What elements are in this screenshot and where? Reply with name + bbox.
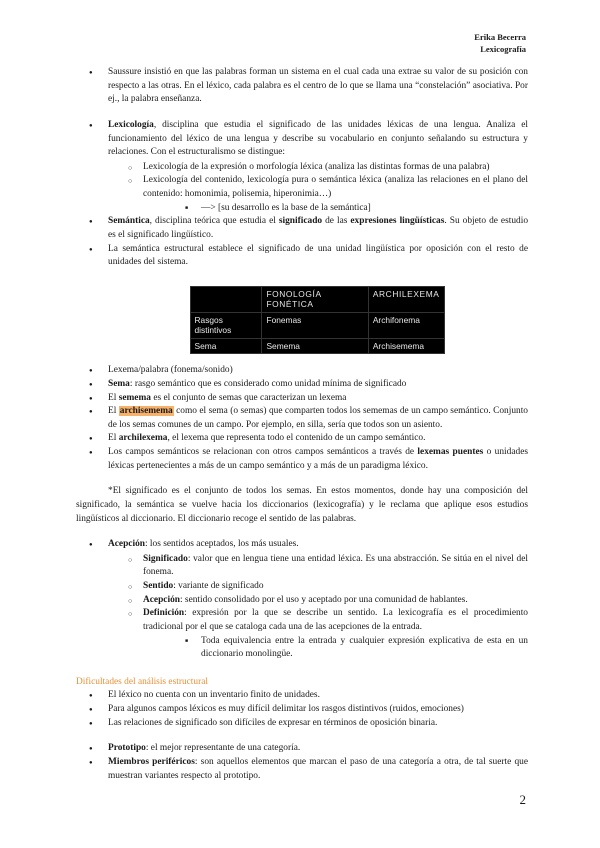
- highlighted-term: archisemema: [119, 406, 173, 417]
- author-name: Erika Becerra: [474, 32, 526, 42]
- list-item-perifericos: ● Miembros periféricos: son aquellos elementos que marcan el paso de una categoría a otra, de tal suerte que muestran variantes respecto al prototipo.: [76, 756, 528, 783]
- list-item-sema: ● Sema: rasgo semántico que es considerado como unidad mínima de significado: [76, 378, 528, 392]
- bullet-list-lexema: [76, 364, 528, 473]
- table-row: [190, 312, 444, 338]
- list-item: ● Para algunos campos léxicos es muy difícil delimitar los rasgos distintivos (ruidos, emociones): [76, 703, 528, 717]
- list-item-semantica: ● Semántica, disciplina teórica que estudia el significado de las expresiones lingüísticas. Su objeto de estudio es el significado lingüístico.: [76, 215, 528, 242]
- term-lexicologia: Lexicología: [108, 119, 154, 130]
- table-header-cell: ARCHILEXEMA: [368, 286, 444, 312]
- term-semantica: Semántica: [108, 216, 150, 227]
- bullet-list-definitions: [76, 119, 528, 270]
- sublist-item: ○ Sentido: variante de significado: [108, 580, 528, 594]
- list-item-archisemema: ● El archisemema como el sema (o semas) que comparten todos los sememas de un campo semántico. Conjunto de los semas comunes de un campo. Por ejemplo, en silla, sería que todos son un asiento.: [76, 405, 528, 432]
- sublist-lexicologia: [108, 161, 528, 216]
- table-cell: Archisemema: [368, 338, 444, 354]
- sublist-item: ○ Acepción: sentido consolidado por el uso y aceptado por una comunidad de hablantes.: [108, 594, 528, 608]
- sublist-item-expresion: ○ Lexicología de la expresión o morfología léxica (analiza las distintas formas de una palabra): [108, 161, 528, 175]
- list-item-lexema: ● Lexema/palabra (fonema/sonido): [76, 364, 528, 378]
- table-cell: Semema: [262, 338, 368, 354]
- table-header-cell: [190, 286, 262, 312]
- bullet-list-acepcion: [76, 538, 528, 662]
- table-cell: Rasgos distintivos: [190, 312, 262, 338]
- sublist-acepcion: [108, 553, 528, 662]
- table-cell: Sema: [190, 338, 262, 354]
- list-item: ● El léxico no cuenta con un inventario finito de unidades.: [76, 689, 528, 703]
- page-number: 2: [519, 792, 526, 808]
- list-item-prototipo: ● Prototipo: el mejor representante de una categoría.: [76, 742, 528, 756]
- page-content: [76, 66, 528, 783]
- bullet-list-prototipo: [76, 742, 528, 783]
- sublist-item: ○ Definición: expresión por la que se describe un sentido. La lexicografía es el procedimiento tradicional por el que se cataloga cada una de las acepciones de la entrada. ■ Toda equivalencia entre la entrada y cualquier expresión explicativa de esta en un diccionario monolingüe.: [108, 607, 528, 662]
- bullet-list-dificultades: [76, 689, 528, 730]
- list-item-estructural: ● La semántica estructural establece el significado de una unidad lingüística por oposición con el resto de unidades del sistema.: [76, 243, 528, 270]
- section-title-dificultades: Dificultades del análisis estructural: [76, 676, 208, 687]
- table-header-row: [190, 286, 444, 312]
- feature-table-wrapper: [76, 286, 528, 355]
- table-cell: Fonemas: [262, 312, 368, 338]
- subsublist-definicion: [143, 635, 528, 662]
- page-header: [474, 32, 526, 56]
- sublist-item-contenido: ○ Lexicología del contenido, lexicología pura o semántica léxica (analiza las relaciones en el plano del contenido: homonimia, polisemia, hiperonimia…) ■ —> [su desarrollo es la base de la semántica]: [108, 174, 528, 215]
- list-item-campos: ● Los campos semánticos se relacionan con otros campos semánticos a través de lexemas puentes o unidades léxicas pertenecientes a más de un campo semántico y a más de un paradigma léxico.: [76, 446, 528, 473]
- table-header-cell: FONOLOGÍA FONÉTICA: [262, 286, 368, 312]
- subsublist-contenido: [143, 202, 528, 216]
- list-item-saussure: ● Saussure insistió en que las palabras forman un sistema en el cual cada una extrae su valor de su posición con respecto a las otras. En el léxico, cada palabra es el centro de lo que se llama una “constelación” asociativa. Por ej., la palabra enseñanza.: [76, 66, 528, 107]
- bullet-list-saussure: [76, 66, 528, 107]
- subsublist-item-desarrollo: ■ —> [su desarrollo es la base de la semántica]: [143, 202, 528, 216]
- subject-name: Lexicografía: [480, 43, 526, 54]
- list-item-lexicologia: ● Lexicología, disciplina que estudia el significado de las unidades léxicas de una lengua. Analiza el funcionamiento del léxico de una lengua y describe su vocabulario en conjunto señalando su estructura y relaciones. Con el estructuralismo se distingue: ○ Lexicología de la expresión o morfología léxica (analiza las distintas formas de una palabra) ○ Lexicología del contenido, lexicología pura o semántica léxica (analiza las relaciones en el plano del contenido: homonimia, polisemia, hiperonimia…) ■ —> [su desarrollo es la base de la semántica]: [76, 119, 528, 215]
- subsublist-item: ■ Toda equivalencia entre la entrada y cualquier expresión explicativa de esta en un diccionario monolingüe.: [143, 635, 528, 662]
- table-cell: Archifonema: [368, 312, 444, 338]
- table-row: [190, 338, 444, 354]
- list-item-archilexema: ● El archilexema, el lexema que representa todo el contenido de un campo semántico.: [76, 432, 528, 446]
- list-item: ● Las relaciones de significado son difíciles de expresar en términos de oposición binaria.: [76, 717, 528, 731]
- list-item-semema: ● El semema es el conjunto de semas que caracterizan un lexema: [76, 392, 528, 406]
- note-paragraph: *El significado es el conjunto de todos los semas. En estos momentos, donde hay una composición del significado, la semántica se vuelve hacia los diccionarios (lexicografía) y le reclama que aplique esos estudios lingüísticos al diccionario. El diccionario recoge el sentido de las palabras.: [76, 486, 528, 524]
- sublist-item: ○ Significado: valor que en lengua tiene una entidad léxica. Es una abstracción. Se sitúa en el nivel del fonema.: [108, 553, 528, 580]
- feature-table: [190, 286, 445, 355]
- list-item-acepcion: ● Acepción: los sentidos aceptados, los más usuales. ○ Significado: valor que en lengua tiene una entidad léxica. Es una abstracción. Se sitúa en el nivel del fonema. ○ Sentido: variante de significado ○ Acepción: sentido consolidado por el uso y aceptado por una comunidad de hablantes. ○ Definición: expresión por la que se describe un sentido. La lexicografía es el procedimiento tradicional por el que se cataloga cada una de las acepciones de la entrada. ■ Toda equivalencia entre la entrada y cualquier expresión explicativa de esta en un diccionario monolingüe.: [76, 538, 528, 662]
